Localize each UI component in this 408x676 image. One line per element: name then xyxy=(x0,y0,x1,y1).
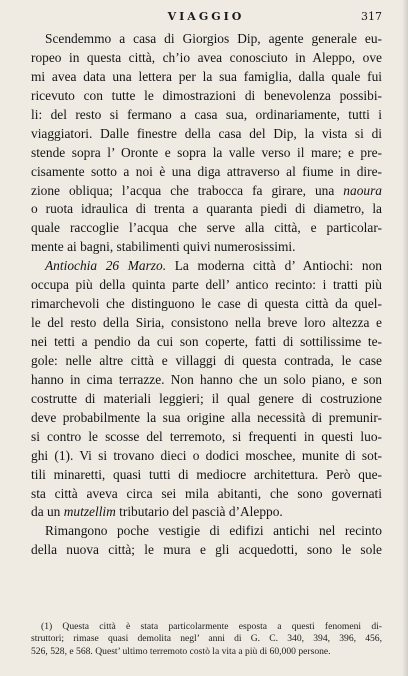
text-line: ghi (1). Vi si trovano dieci o dodici moschee, munite di sot- xyxy=(31,447,382,463)
main-text xyxy=(31,30,382,560)
text-line: deve probabilmente la sua origine alla necessità di premunir- xyxy=(31,409,382,425)
text-line: mente ai bagni, stabilimenti quivi numerosissimi. xyxy=(31,239,296,255)
text-line-with-italic: zione obliqua; l’acqua che trabocca fa girare, una naoura xyxy=(31,182,382,198)
text-line: Scendemmo a casa di Giorgios Dip, agente generale eu- xyxy=(45,31,382,46)
text-line: li: del resto si fermano a casa sua, ordinariamente, tutti i xyxy=(31,106,382,122)
text-line: cisamente sotto a noi è una diga attraverso al fiume in dire- xyxy=(31,163,382,179)
text-line: sta città aveva circa sei mila abitanti, che sono governati xyxy=(31,485,382,501)
text-line: hanno in cima terrazze. Non hanno che un solo piano, e son xyxy=(31,371,382,387)
footnote-line: (1) Questa città è stata particolarmente esposta a questi fenomeni di- xyxy=(41,621,382,632)
text-line: rimarchevoli che distinguono le case di questa città da quel- xyxy=(31,296,382,312)
text-line: le del resto della Siria, consistono nella breve loro altezza e xyxy=(31,315,382,331)
text-line: ricevuto con tutte le dimostrazioni di benevolenza possibi- xyxy=(31,87,382,103)
footnote-rule xyxy=(31,615,382,616)
running-title: VIAGGIO xyxy=(167,10,245,23)
text-line-with-italic: da un mutzellim tributario del pascià d’Aleppo. xyxy=(31,504,283,520)
italic-phrase: Antiochia 26 Marzo. xyxy=(45,258,167,274)
text-line: si contro le scosse del terremoto, si frequenti in questi luo- xyxy=(31,428,382,444)
footnote-line: struttori; rimase quasi demolita negl’ anni di G. C. 340, 394, 396, 456, xyxy=(31,633,382,645)
text-line: nei tetti a pendio da cui son coperte, fatti di sottilissime te- xyxy=(31,334,382,349)
text-line: viaggiatori. Dalle finestre della casa del Dip, la vista si di xyxy=(31,125,382,141)
footnote-line: 526, 528, e 568. Quest’ ultimo terremoto costò la vita a più di 60,000 persone. xyxy=(31,645,331,657)
text-line: stende sopra l’ Oronte e sopra la valle verso il mare; e pre- xyxy=(31,144,382,160)
page-edge-shadow xyxy=(402,0,408,676)
text-line: o ruota idraulica di trenta a quaranta piedi di diametro, la xyxy=(31,201,382,217)
text-line: gole: nelle altre città e villaggi di questa contrada, le case xyxy=(31,352,382,368)
italic-phrase: mutzellim xyxy=(63,504,116,520)
italic-phrase: naoura xyxy=(343,182,382,198)
text-line: tili minaretti, quasi tutti di mediocre architettura. Però que- xyxy=(31,466,382,482)
text-line: quale raccoglie l’acqua che serve alla città, e particolar- xyxy=(31,220,382,236)
page-number: 317 xyxy=(361,10,382,23)
footnotes xyxy=(31,621,382,658)
text-line: occupa più della quinta parte dell’ antico recinto: i tratti più xyxy=(31,277,382,293)
text-line: Rimangono poche vestigie di edifizi antichi nel recinto xyxy=(45,523,382,539)
text-line: costrutte di materiali leggieri; il qual genere di costruzione xyxy=(31,390,382,406)
text-line: della nuova città; le mura e gli acquedotti, sono le sole xyxy=(31,542,382,558)
text-line: ropeo in questa città, ch’io avea conosciuto in Aleppo, ove xyxy=(31,49,382,65)
text-line: mi avea data una lettera per la sua famiglia, dalla quale fui xyxy=(31,68,382,84)
text-line-with-italic: Antiochia 26 Marzo. La moderna città d’ Antiochi: non xyxy=(45,258,382,274)
page-header xyxy=(30,10,382,26)
